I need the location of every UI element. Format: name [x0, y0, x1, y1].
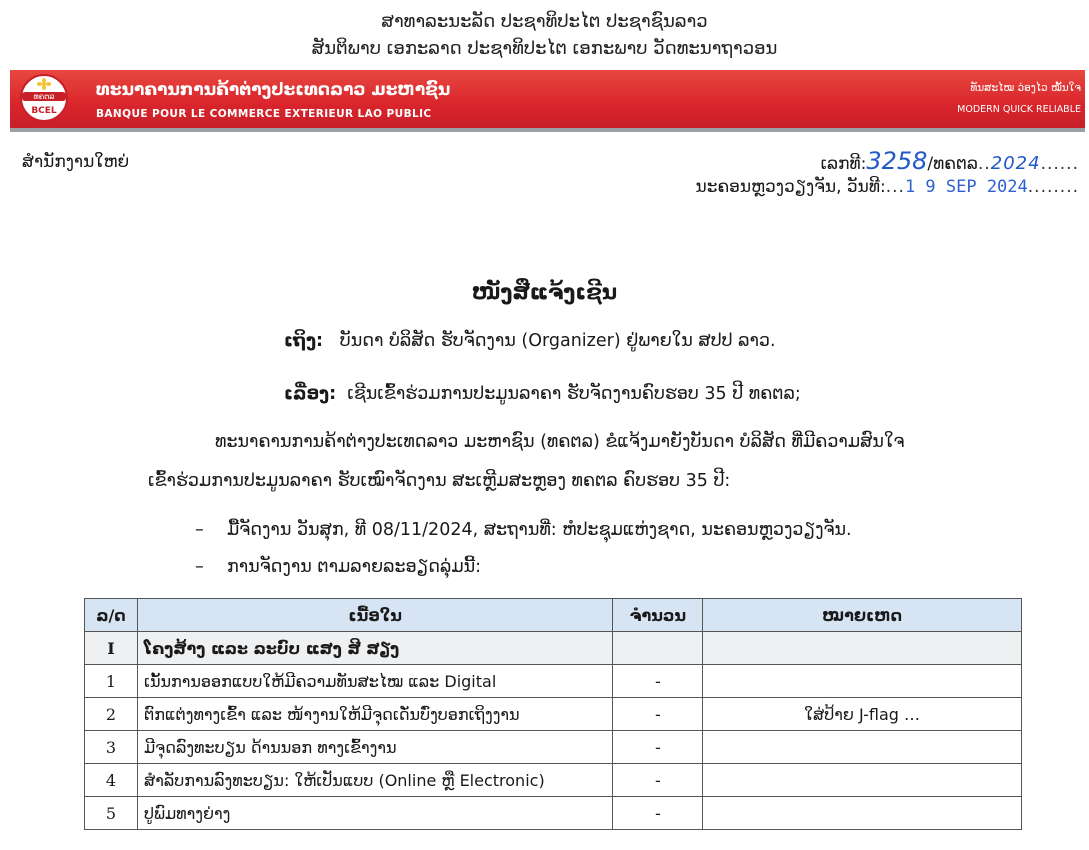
row-qty: - [613, 731, 703, 764]
row-no: 4 [85, 764, 138, 797]
row-note [703, 764, 1022, 797]
ref-dots: .. [977, 154, 991, 174]
row-qty: - [613, 797, 703, 830]
date-stamp: 1 9 SEP 2024 [904, 177, 1028, 197]
subject-label: ເລື່ອງ: [284, 384, 337, 404]
date-line [696, 177, 1079, 197]
row-no: 3 [85, 731, 138, 764]
bank-name-lao: ທະນາຄານການຄ້າຕ່າງປະເທດລາວ ມະຫາຊົນ [96, 80, 451, 100]
body-line-1: ທະນາຄານການຄ້າຕ່າງປະເທດລາວ ມະຫາຊົນ (ທຄຕລ) ຂໍແຈ້ງມາຍັງບັນດາ ບໍລິສັດ ທີ່ມີຄວາມສົນໃຈ [215, 432, 905, 452]
row-content: ມີຈຸດລົງທະບຽນ ດ້ານນອກ ທາງເຂົ້າງານ [137, 731, 612, 764]
body-line-2: ເຂົ້າຮ່ວມການປະມູນລາຄາ ຮັບເໝົາຈັດງານ ສະເຫຼີມສະຫຼອງ ທຄຕລ ຄົບຮອບ 35 ປີ: [148, 471, 731, 491]
row-note [703, 731, 1022, 764]
row-qty: - [613, 764, 703, 797]
bullet-dash: – [195, 520, 204, 540]
group-content: ໂຄງສ້າງ ແລະ ລະບົບ ແສງ ສີ ສຽງ [137, 632, 612, 665]
table-header-row [85, 599, 1022, 632]
to-text: ບັນດາ ບໍລິສັດ ຮັບຈັດງານ (Organizer) ຢູ່ພາຍໃນ ສປປ ລາວ. [339, 331, 776, 351]
recipient-line [284, 331, 776, 351]
row-content: ປູພົມທາງຍ່າງ [137, 797, 612, 830]
reference-number-line [821, 147, 1079, 175]
requirements-table [84, 598, 1022, 830]
bullet-details [195, 557, 481, 577]
row-content: ສຳລັບການລົງທະບຽນ: ໃຫ້ເປັນແບບ (Online ຫຼື Electronic) [137, 764, 612, 797]
row-no: 1 [85, 665, 138, 698]
bank-banner [10, 70, 1085, 132]
champa-flower-icon [36, 78, 52, 90]
row-no: 2 [85, 698, 138, 731]
to-label: ເຖິງ: [284, 331, 324, 351]
table-row [85, 731, 1022, 764]
group-note [703, 632, 1022, 665]
table-row [85, 797, 1022, 830]
group-no: I [85, 632, 138, 665]
ref-year-handwritten: 2024 [990, 153, 1041, 174]
national-header-line1: ສາທາລະນະລັດ ປະຊາທິປະໄຕ ປະຊາຊົນລາວ [381, 11, 708, 32]
table-row [85, 764, 1022, 797]
bullet-dash: – [195, 557, 204, 577]
row-qty: - [613, 698, 703, 731]
slogan-lao: ທັນສະໄໝ ວ່ອງໄວ ໝັ້ນໃຈ [970, 82, 1081, 94]
header-note: ໝາຍເຫດ [703, 599, 1022, 632]
row-content: ຕົກແຕ່ງທາງເຂົ້າ ແລະ ໜ້າງານໃຫ້ມີຈຸດເດັ່ນບົ່ງບອກເຖິງງານ [137, 698, 612, 731]
ref-label: ເລກທີ: [820, 154, 867, 174]
row-qty: - [613, 665, 703, 698]
document-title: ໜັງສືແຈ້ງເຊີນ [471, 280, 618, 304]
header-no: ລ/ດ [85, 599, 138, 632]
subject-line [284, 384, 801, 404]
ref-dots-end: ...... [1040, 154, 1079, 174]
table-group-row [85, 632, 1022, 665]
slogan-english: MODERN QUICK RELIABLE [957, 104, 1081, 115]
row-note: ໃສ່ປ້າຍ J-flag … [703, 698, 1022, 731]
header-content: ເນື້ອໃນ [137, 599, 612, 632]
header-quantity: ຈຳນວນ [613, 599, 703, 632]
date-dots-start: ... [885, 177, 905, 197]
date-label: ນະຄອນຫຼວງວຽງຈັນ, ວັນທີ: [695, 177, 886, 197]
ref-number-handwritten: 3258 [866, 147, 928, 175]
office-label: ສຳນັກງານໃຫຍ່ [22, 152, 130, 172]
row-content: ເນັ້ນການອອກແບບໃຫ້ມີຄວາມທັນສະໄໝ ແລະ Digital [137, 665, 612, 698]
table-row [85, 665, 1022, 698]
group-qty [613, 632, 703, 665]
row-note [703, 797, 1022, 830]
row-no: 5 [85, 797, 138, 830]
bullet-text: ມື້ຈັດງານ ວັນສຸກ, ທີ 08/11/2024, ສະຖານທີ່: ຫໍປະຊຸມແຫ່ງຊາດ, ນະຄອນຫຼວງວຽງຈັນ. [227, 520, 852, 540]
table-row [85, 698, 1022, 731]
bank-name-french: BANQUE POUR LE COMMERCE EXTERIEUR LAO PUBLIC [96, 108, 432, 120]
bullet-event-date [195, 520, 852, 540]
bcel-logo [20, 74, 68, 122]
subject-text: ເຊີນເຂົ້າຮ່ວມການປະມູນລາຄາ ຮັບຈັດງານຄົບຮອບ 35 ປີ ທຄຕລ; [347, 384, 801, 404]
national-header-line2: ສັນຕິພາບ ເອກະລາດ ປະຊາທິປະໄຕ ເອກະພາບ ວັດທະນາຖາວອນ [311, 38, 778, 59]
row-note [703, 665, 1022, 698]
date-dots-end: ........ [1027, 177, 1079, 197]
logo-en-text: BCEL [31, 106, 57, 116]
logo-lao-text: ທຄຕລ [22, 92, 66, 101]
bullet-text: ການຈັດງານ ຕາມລາຍລະອຽດລຸ່ມນີ້: [227, 557, 482, 577]
ref-org: /ທຄຕລ [927, 154, 978, 174]
